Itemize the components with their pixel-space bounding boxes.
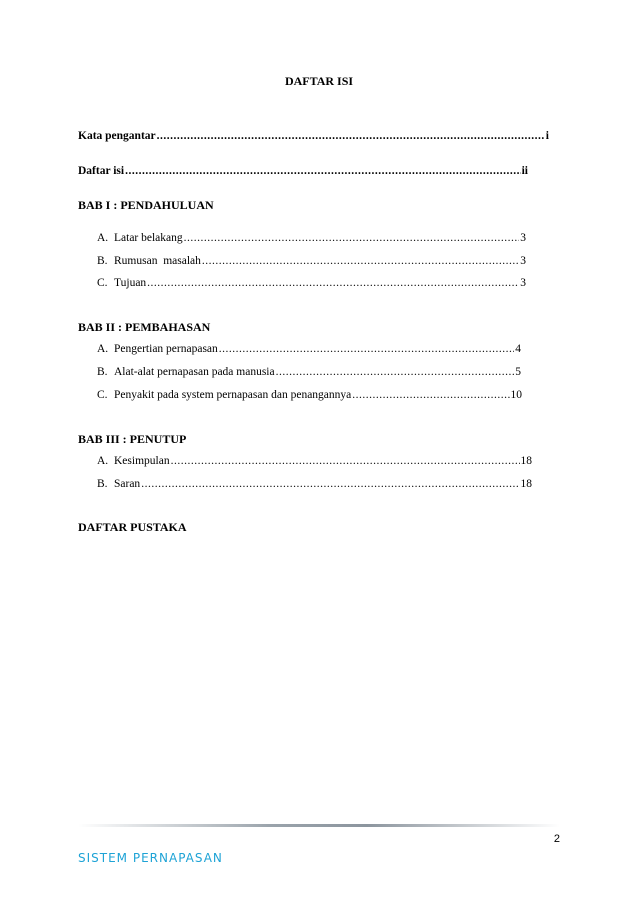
toc-entry-label: Pengertian pernapasan	[114, 343, 218, 355]
toc-entry-page: ii	[521, 165, 528, 177]
dot-leader	[276, 366, 515, 378]
toc-entry-tujuan	[97, 277, 526, 289]
running-footer-title: SISTEM PERNAPASAN	[78, 851, 223, 865]
dot-leader	[184, 232, 520, 244]
toc-entry-kesimpulan	[97, 455, 532, 467]
chapter-heading-bab-2: BAB II : PEMBAHASAN	[78, 320, 211, 334]
dot-leader	[147, 277, 519, 289]
toc-entry-page: 3	[520, 255, 526, 267]
toc-entry-label: Tujuan	[114, 277, 147, 289]
footer-divider	[78, 824, 560, 827]
toc-entry-page: 10	[510, 389, 522, 401]
toc-entry-rumusan-masalah	[97, 255, 526, 267]
toc-entry-page: i	[545, 130, 549, 142]
toc-entry-penyakit-pernapasan	[97, 389, 522, 401]
dot-leader	[141, 478, 519, 490]
toc-entry-alat-alat-pernapasan	[97, 366, 521, 378]
dot-leader	[219, 343, 514, 355]
dot-leader	[202, 255, 519, 267]
dot-leader	[157, 130, 545, 142]
toc-entry-label: Latar belakang	[114, 232, 183, 244]
page-title: DAFTAR ISI	[284, 74, 354, 88]
list-marker: B.	[97, 478, 108, 490]
page-number: 2	[553, 833, 560, 845]
toc-entry-label: Alat-alat pernapasan pada manusia	[114, 366, 275, 378]
toc-entry-daftar-isi	[78, 165, 528, 177]
dot-leader	[352, 389, 509, 401]
list-marker: A.	[97, 343, 109, 355]
toc-entry-latar-belakang	[97, 232, 526, 244]
toc-entry-label: Saran	[114, 478, 141, 490]
toc-entry-kata-pengantar	[78, 130, 549, 142]
toc-entry-page: 3	[520, 232, 526, 244]
toc-entry-daftar-pustaka: DAFTAR PUSTAKA	[78, 520, 187, 534]
toc-entry-page: 3	[520, 277, 526, 289]
toc-entry-label: Rumusan masalah	[114, 255, 201, 267]
toc-entry-page: 4	[515, 343, 521, 355]
list-marker: C.	[97, 389, 108, 401]
list-marker: C.	[97, 277, 108, 289]
chapter-heading-bab-3: BAB III : PENUTUP	[78, 432, 187, 446]
list-marker: B.	[97, 366, 108, 378]
chapter-heading-bab-1: BAB I : PENDAHULUAN	[78, 198, 214, 212]
list-marker: A.	[97, 455, 109, 467]
list-marker: A.	[97, 232, 109, 244]
toc-entry-page: 5	[515, 366, 521, 378]
toc-entry-saran	[97, 478, 532, 490]
toc-entry-page: 18	[520, 455, 532, 467]
toc-entry-label: Kesimpulan	[114, 455, 170, 467]
toc-entry-label: Kata pengantar	[78, 130, 156, 142]
dot-leader	[171, 455, 520, 467]
toc-entry-pengertian-pernapasan	[97, 343, 521, 355]
dot-leader	[125, 165, 521, 177]
list-marker: B.	[97, 255, 108, 267]
toc-entry-label: Penyakit pada system pernapasan dan penangannya	[114, 389, 352, 401]
toc-entry-page: 18	[520, 478, 532, 490]
toc-entry-label: Daftar isi	[78, 165, 125, 177]
